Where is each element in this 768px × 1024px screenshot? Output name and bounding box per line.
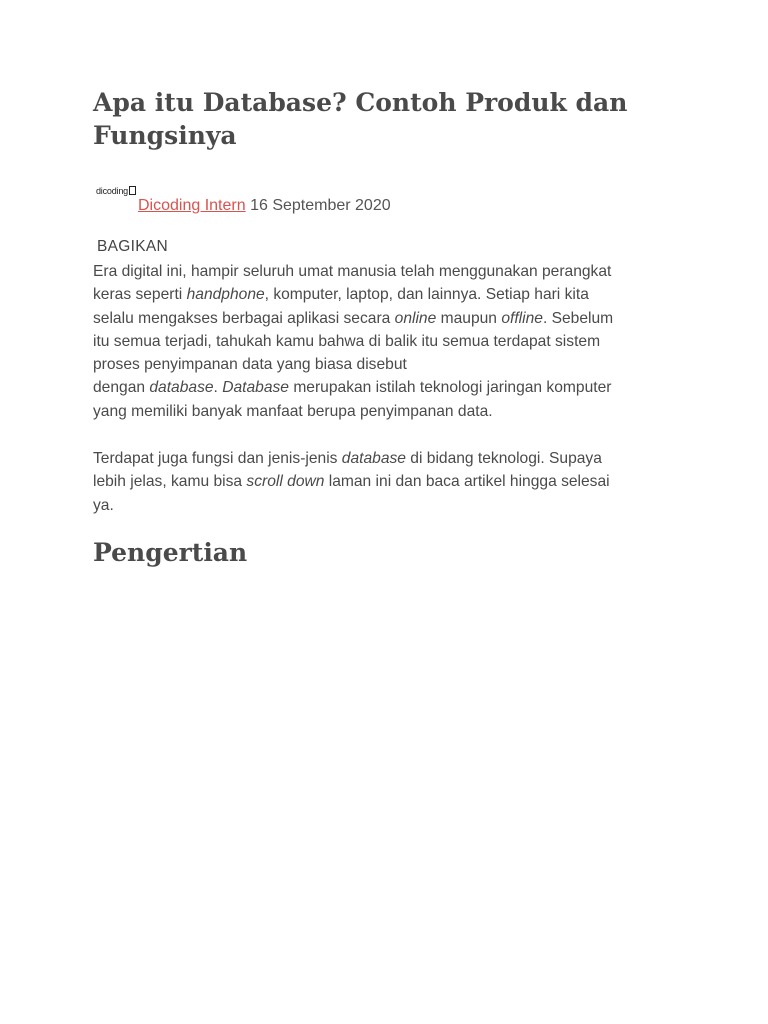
text-run: merupakan istilah teknologi jaringan komputer (288, 379, 612, 397)
text-run: . Sebelum (542, 309, 614, 327)
text-run: Era digital ini, hampir seluruh umat manusia telah menggunakan perangkat (93, 263, 612, 280)
second-paragraph (93, 447, 683, 517)
article-title: Apa itu Database? Contoh Produk dan Fungsinya (93, 88, 628, 150)
paragraph-line (93, 283, 683, 306)
italic-term: offline (501, 309, 543, 327)
author-logo-image (96, 186, 136, 196)
text-run: di bidang teknologi. Supaya (405, 450, 602, 467)
paragraph-line (93, 353, 683, 376)
author-logo-text: dicoding (96, 186, 128, 196)
paragraph-line (93, 470, 683, 493)
paragraph-line (93, 260, 683, 283)
paragraph-line (93, 400, 683, 423)
publish-date: 16 September 2020 (250, 197, 391, 214)
text-run: lebih jelas, kamu bisa (93, 473, 247, 491)
italic-term: online (394, 309, 437, 327)
text-run: , komputer, laptop, dan lainnya. Setiap hari kita (264, 286, 589, 304)
italic-term: scroll down (246, 473, 325, 491)
paragraph-line (93, 376, 683, 399)
text-run: proses penyimpanan data yang biasa disebut (93, 356, 407, 374)
italic-term: Database (222, 379, 289, 397)
logo-mark-icon (129, 186, 136, 195)
italic-term: database (149, 379, 214, 397)
byline (93, 183, 683, 223)
share-label[interactable]: BAGIKAN (97, 238, 169, 255)
author-link[interactable]: Dicoding Intern (138, 197, 246, 214)
text-run: itu semua terjadi, tahukah kamu bahwa di balik itu semua terdapat sistem (93, 332, 601, 350)
text-run: . (213, 379, 223, 397)
text-run: selalu mengakses berbagai aplikasi secara (93, 309, 395, 327)
intro-paragraph (93, 260, 683, 423)
text-run: keras seperti (93, 286, 187, 304)
text-run: laman ini dan baca artikel hingga selesai (324, 473, 610, 491)
italic-term: database (341, 450, 406, 467)
paragraph-line (93, 494, 683, 517)
section-heading: Pengertian (93, 538, 248, 567)
byline-text (138, 196, 391, 216)
paragraph-line (93, 447, 683, 470)
text-run: yang memiliki banyak manfaat berupa penyimpanan data. (93, 402, 493, 420)
text-run: ya. (93, 496, 114, 514)
text-run: maupun (436, 309, 502, 327)
text-run: Terdapat juga fungsi dan jenis-jenis (93, 450, 342, 467)
paragraph-line (93, 330, 683, 353)
paragraph-line (93, 307, 683, 330)
text-run: dengan (93, 379, 150, 397)
italic-term: handphone (186, 286, 265, 304)
